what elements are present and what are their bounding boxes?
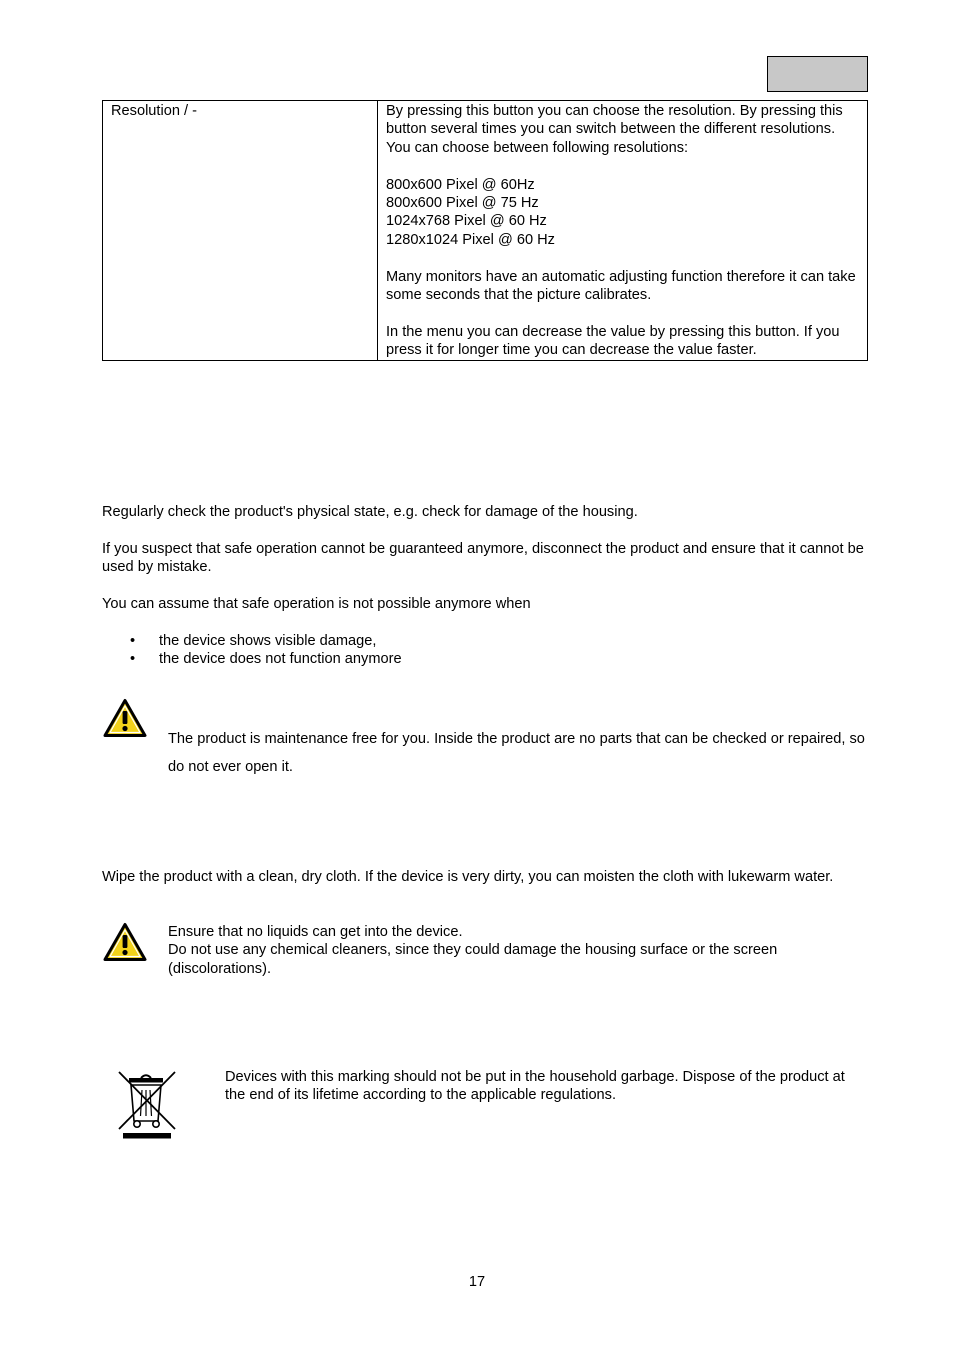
button-name: Resolution / -: [111, 103, 197, 119]
table-row: [103, 101, 868, 361]
description-paragraph: By pressing this button you can choose the resolution. By pressing this button several times you can switch between the different resolutions. You can choose between following resolutions:: [386, 103, 843, 156]
crossed-out-wheelie-bin-icon: [116, 1068, 178, 1140]
warning-triangle-icon: [103, 922, 147, 962]
language-tab-box: [767, 56, 868, 92]
button-function-table: [102, 100, 868, 361]
disposal-text: Devices with this marking should not be put in the household garbage. Dispose of the product at the end of its lifetime according to the applicable regulations.: [225, 1069, 845, 1104]
cleaning-warning-line: Ensure that no liquids can get into the device.: [168, 924, 463, 940]
table-description-cell: [378, 101, 868, 361]
list-item: • the device does not function anymore: [102, 650, 402, 668]
cleaning-warning-line: Do not use any chemical cleaners, since they could damage the housing surface or the screen (discolorations).: [168, 942, 778, 977]
page-number: 17: [468, 1274, 486, 1290]
warning-triangle-icon: [103, 698, 147, 738]
damage-conditions-list: [102, 632, 402, 669]
table-key-cell: [103, 101, 378, 361]
maintenance-safe-operation-text: If you suspect that safe operation cannot be guaranteed anymore, disconnect the product and ensure that it cannot be used by mistake.: [102, 541, 864, 576]
description-paragraph: Many monitors have an automatic adjusting function therefore it can take some seconds that the picture calibrates.: [386, 268, 856, 304]
maintenance-check-text: Regularly check the product's physical state, e.g. check for damage of the housing.: [102, 504, 638, 520]
resolution-list: 800x600 Pixel @ 60Hz 800x600 Pixel @ 75 Hz 1024x768 Pixel @ 60 Hz 1280x1024 Pixel @ 60 Hz: [386, 176, 555, 248]
cleaning-warning-text: [168, 923, 868, 978]
maintenance-warning-text: The product is maintenance free for you. Inside the product are no parts that can be checked or repaired, so do not ever open it.: [168, 731, 865, 775]
list-item: • the device shows visible damage,: [102, 632, 402, 650]
description-paragraph: In the menu you can decrease the value by pressing this button. If you press it for longer time you can decrease the value faster.: [386, 323, 840, 359]
maintenance-assume-text: You can assume that safe operation is not possible anymore when: [102, 596, 531, 612]
cleaning-wipe-text: Wipe the product with a clean, dry cloth. If the device is very dirty, you can moisten the cloth with lukewarm water.: [102, 869, 834, 885]
